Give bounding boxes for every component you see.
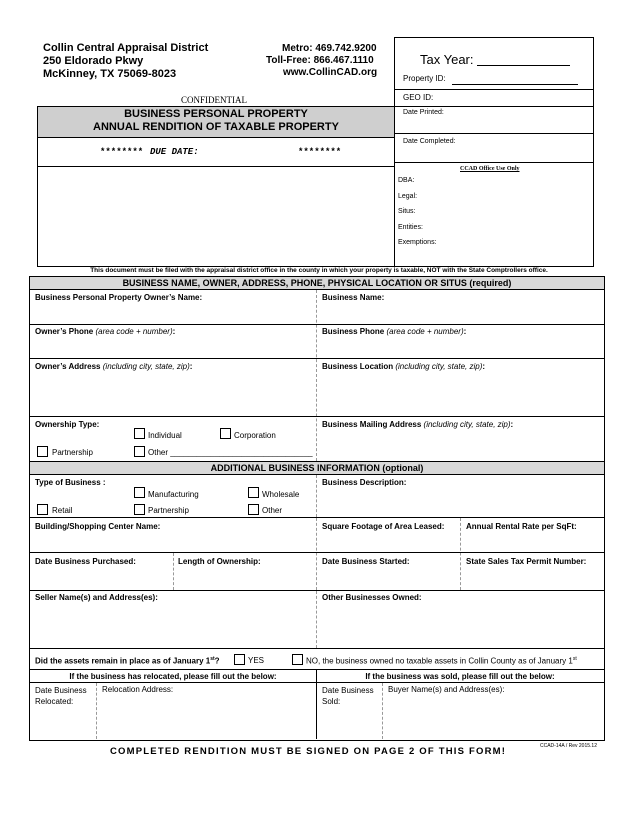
building-center-field[interactable] [30,532,316,552]
business-description-label: Business Description: [322,478,407,487]
business-name-label: Business Name: [322,293,385,302]
business-location-text: Business Location [322,362,394,371]
seller-name-field[interactable] [30,603,316,647]
wholesale-checkbox[interactable] [248,487,259,498]
length-ownership-field[interactable] [174,567,316,589]
corporation-option-label: Corporation [234,431,276,440]
seller-name-label: Seller Name(s) and Address(es): [35,593,158,602]
other-businesses-label: Other Businesses Owned: [322,593,422,602]
type-of-business-label: Type of Business : [35,478,106,487]
situs-label: Situs: [398,208,416,215]
tax-year-label: Tax Year: [420,52,474,67]
dba-label: DBA: [398,177,415,184]
confidential-label: CONFIDENTIAL [181,95,247,105]
assets-question-end: ? [214,656,220,666]
owner-name-field[interactable] [30,303,316,324]
date-started-label: Date Business Started: [322,557,410,566]
row-divider-4 [30,517,604,518]
partnership-type-option-label: Partnership [148,506,189,515]
individual-option-label: Individual [148,431,182,440]
assets-no-checkbox[interactable] [292,654,303,665]
other-ownership-option-label[interactable]: Other ________________________________ [148,448,313,457]
assets-no-sup: st [572,656,577,662]
manufacturing-checkbox[interactable] [134,487,145,498]
relocation-address-field[interactable] [97,696,316,738]
sales-tax-permit-label: State Sales Tax Permit Number: [466,557,587,566]
other-type-checkbox[interactable] [248,504,259,515]
owner-name-label: Business Personal Property Owner’s Name: [35,293,203,302]
business-phone-text: Business Phone [322,327,385,336]
date-sold-label: Date Business Sold: [322,686,374,706]
due-date-stars-right: ******** [298,147,342,157]
mailing-address-label: Business Mailing Address (including city, state, zip): [322,420,514,429]
relocated-header: If the business has relocated, please fill out the below: [69,672,277,681]
business-location-label: Business Location (including city, state, zip): [322,362,486,371]
business-location-field[interactable] [317,372,603,416]
buyer-name-label: Buyer Name(s) and Address(es): [388,685,505,694]
form-title-line1: BUSINESS PERSONAL PROPERTY [124,108,308,120]
date-completed-divider [394,162,593,163]
type-row-divider [316,475,317,517]
assets-no-text: NO, the business owned no taxable assets in Collin County as of January 1 [306,656,573,666]
assets-question [35,656,220,666]
owner-phone-text: Owner’s Phone [35,327,94,336]
other-ownership-checkbox[interactable] [134,446,145,457]
right-info-panel [394,37,594,267]
date-started-field[interactable] [317,567,460,589]
headers-divider [316,670,317,739]
building-center-label: Building/Shopping Center Name: [35,522,161,531]
due-date-label: DUE DATE: [150,147,199,157]
property-id-divider [394,89,593,90]
owner-address-field[interactable] [30,372,316,416]
property-id-label: Property ID: [403,74,446,83]
row-divider-7 [30,648,604,649]
assets-question-text: Did the assets remain in place as of January 1 [35,656,211,666]
mailing-address-hint: (including city, state, zip) [423,420,511,429]
individual-checkbox[interactable] [134,428,145,439]
geo-id-label: GEO ID: [403,93,434,102]
date-purchased-field[interactable] [30,567,173,589]
filing-notice: This document must be filed with the appraisal district office in the county in which your property is taxable, NOT with the State Comptrollers office. [90,267,548,274]
form-id: CCAD-14A / Rev 2015.12 [540,743,597,749]
legal-label: Legal: [398,193,418,200]
date-printed-divider [394,133,593,134]
entities-label: Entities: [398,224,423,231]
corporation-checkbox[interactable] [220,428,231,439]
business-phone-label: Business Phone (area code + number): [322,327,467,336]
business-location-hint: (including city, state, zip) [395,362,483,371]
assets-yes-label: YES [248,656,265,665]
tax-year-line[interactable] [477,65,570,66]
signature-note: COMPLETED RENDITION MUST BE SIGNED ON PAGE 2 OF THIS FORM! [110,746,507,757]
owner-phone-hint: (area code + number) [95,327,173,336]
assets-yes-checkbox[interactable] [234,654,245,665]
business-phone-hint: (area code + number) [386,327,464,336]
exemptions-label: Exemptions: [398,239,437,246]
retail-option-label: Retail [52,506,73,515]
row-divider-9 [30,682,604,683]
annual-rental-label: Annual Rental Rate per SqFt: [466,522,577,531]
row-divider-5 [30,552,604,553]
property-id-line[interactable] [452,84,578,85]
seller-row-divider [316,591,317,648]
office-use-title: CCAD Office Use Only [460,166,520,172]
partnership-checkbox[interactable] [37,446,48,457]
date-purchased-label: Date Business Purchased: [35,557,136,566]
wholesale-option-label: Wholesale [262,490,300,499]
row-divider-6 [30,590,604,591]
dates-row-divider [173,553,174,590]
sold-header: If the business was sold, please fill out the below: [365,672,555,681]
district-address-line1: 250 Eldorado Pkwy [43,55,144,67]
section1-title: BUSINESS NAME, OWNER, ADDRESS, PHONE, PHYSICAL LOCATION OR SITUS (required) [30,276,604,290]
district-address-line2: McKinney, TX 75069-8023 [43,68,177,80]
form-title-line2: ANNUAL RENDITION OF TAXABLE PROPERTY [93,121,339,133]
ownership-type-label: Ownership Type: [35,420,100,429]
relocation-address-label: Relocation Address: [102,685,174,694]
annual-rental-field[interactable] [461,532,603,552]
section2-title: ADDITIONAL BUSINESS INFORMATION (optional) [30,461,604,475]
mailing-address-field[interactable] [317,430,603,461]
retail-checkbox[interactable] [37,504,48,515]
sales-tax-permit-field[interactable] [461,567,603,589]
manufacturing-option-label: Manufacturing [148,490,199,499]
date-completed-label: Date Completed: [403,138,456,145]
assets-no-label [306,656,577,666]
mailing-address-text: Business Mailing Address [322,420,422,429]
other-type-option-label: Other [262,506,283,515]
date-relocated-label: Date Business Relocated: [35,686,87,706]
due-date-stars-left: ******** [100,147,144,157]
business-name-field[interactable] [317,303,603,324]
business-description-field[interactable] [317,488,603,516]
mailing-label-box[interactable] [37,166,395,267]
row-divider-8 [30,669,604,670]
row-divider-3 [30,416,604,417]
buyer-name-field[interactable] [383,696,603,738]
date-printed-label: Date Printed: [403,109,444,116]
owner-address-hint: (including city, state, zip) [102,362,190,371]
partnership-type-checkbox[interactable] [134,504,145,515]
row-divider-1 [30,324,604,325]
district-name: Collin Central Appraisal District [43,42,209,54]
due-date-box [37,137,395,167]
owner-address-text: Owner’s Address [35,362,101,371]
square-footage-label: Square Footage of Area Leased: [322,522,445,531]
business-phone-field[interactable] [317,337,603,358]
length-ownership-label: Length of Ownership: [178,557,261,566]
other-businesses-field[interactable] [317,603,603,647]
row-divider-2 [30,358,604,359]
square-footage-field[interactable] [317,532,460,552]
owner-phone-field[interactable] [30,337,316,358]
owner-phone-label: Owner’s Phone (area code + number): [35,327,176,336]
tollfree-phone: Toll-Free: 866.467.1110 [266,55,374,66]
website: www.CollinCAD.org [283,67,378,78]
partnership-option-label: Partnership [52,448,93,457]
assets-question-sup: st [210,656,215,662]
metro-phone: Metro: 469.742.9200 [282,43,377,54]
owner-address-label: Owner’s Address (including city, state, zip): [35,362,193,371]
geo-id-divider [394,106,593,107]
